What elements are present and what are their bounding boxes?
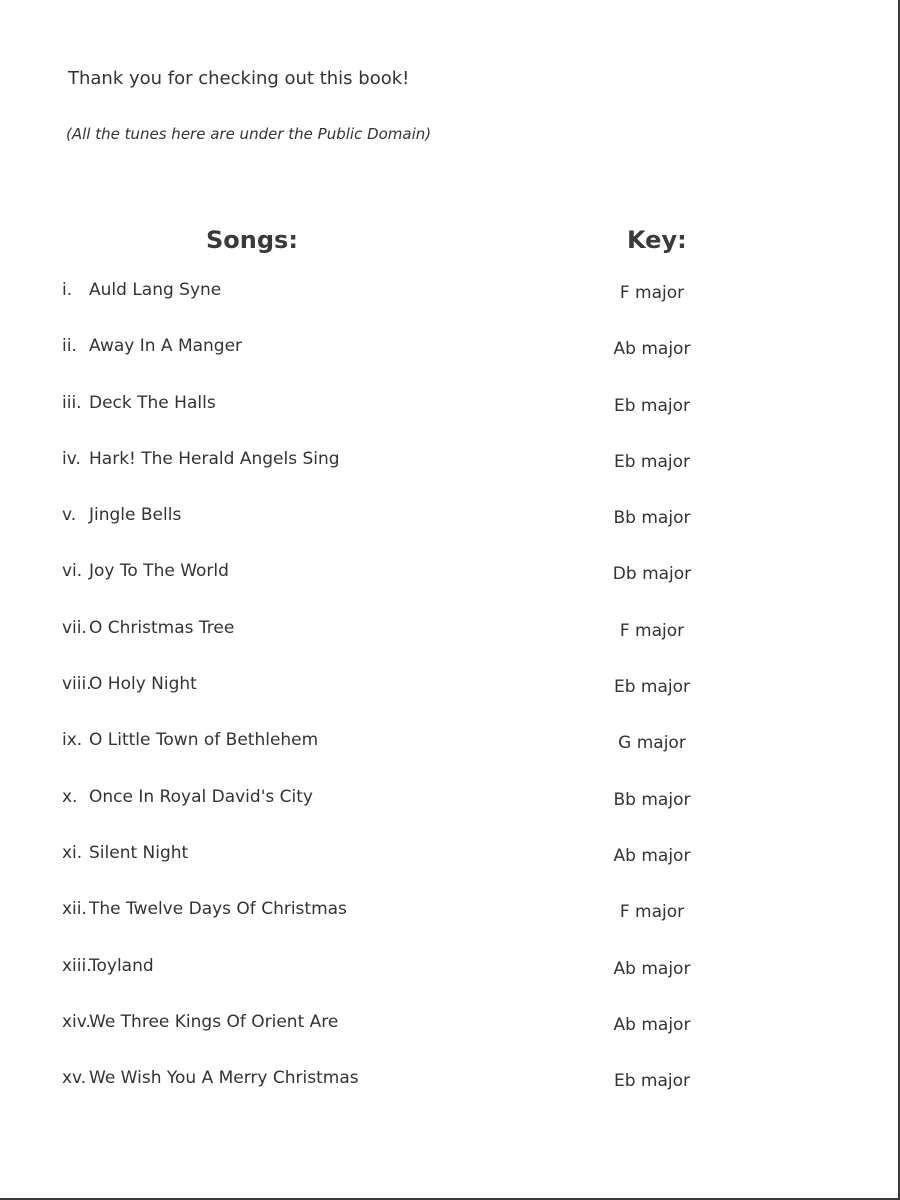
song-row xyxy=(0,503,900,559)
song-key: Db major xyxy=(612,564,692,585)
song-key: Ab major xyxy=(613,958,691,979)
song-key: Ab major xyxy=(613,845,691,866)
songs-header: Songs: xyxy=(206,226,298,254)
song-key: Eb major xyxy=(613,1071,691,1092)
song-title: Joy To The World xyxy=(89,561,229,582)
song-key: Ab major xyxy=(613,1014,691,1035)
song-title: Hark! The Herald Angels Sing xyxy=(89,448,340,469)
song-row xyxy=(0,672,900,728)
song-number: i. xyxy=(62,280,73,300)
song-key: Ab major xyxy=(613,339,691,360)
song-row xyxy=(0,616,900,672)
song-number: xiv. xyxy=(62,1011,91,1032)
song-key: F major xyxy=(619,620,685,641)
song-title: Deck The Halls xyxy=(89,392,216,413)
song-number: xi. xyxy=(62,842,83,863)
intro-text: Thank you for checking out this book! xyxy=(68,68,410,89)
song-row xyxy=(0,559,900,615)
song-number: iii. xyxy=(62,392,82,413)
song-number: v. xyxy=(62,505,77,526)
song-title: Away In A Manger xyxy=(89,336,243,357)
key-header: Key: xyxy=(627,226,687,254)
song-key: Eb major xyxy=(613,677,691,698)
song-row xyxy=(0,391,900,447)
song-key: Eb major xyxy=(613,451,691,472)
song-title: The Twelve Days Of Christmas xyxy=(89,899,347,920)
song-title: Jingle Bells xyxy=(89,505,182,526)
song-row xyxy=(0,278,900,334)
song-title: Toyland xyxy=(89,955,154,976)
song-title: We Three Kings Of Orient Are xyxy=(89,1011,339,1032)
song-title: Auld Lang Syne xyxy=(89,280,222,300)
song-key: Bb major xyxy=(613,789,691,810)
song-key: Eb major xyxy=(613,395,691,416)
song-row xyxy=(0,728,900,784)
song-number: x. xyxy=(62,786,78,807)
song-row xyxy=(0,841,900,897)
song-key: G major xyxy=(618,733,686,754)
song-title: O Christmas Tree xyxy=(89,617,235,638)
song-number: ii. xyxy=(62,336,77,357)
song-number: ix. xyxy=(62,730,83,751)
song-row xyxy=(0,897,900,953)
song-row xyxy=(0,1010,900,1066)
song-number: viii. xyxy=(62,674,92,695)
song-row xyxy=(0,954,900,1010)
song-row xyxy=(0,334,900,390)
song-title: Silent Night xyxy=(89,842,189,863)
song-key: Bb major xyxy=(613,508,691,529)
song-number: xv. xyxy=(62,1068,87,1089)
song-key: F major xyxy=(619,283,685,303)
song-title: Once In Royal David's City xyxy=(89,786,313,807)
song-title: O Little Town of Bethlehem xyxy=(89,730,319,751)
song-row xyxy=(0,785,900,841)
song-key: F major xyxy=(619,902,685,923)
song-number: xii. xyxy=(62,899,87,920)
song-number: vii. xyxy=(62,617,87,638)
song-number: iv. xyxy=(62,448,81,469)
public-domain-note: (All the tunes here are under the Public Domain) xyxy=(66,125,432,143)
song-list xyxy=(0,278,900,1122)
song-title: O Holy Night xyxy=(89,674,197,695)
song-number: xiii. xyxy=(62,955,92,976)
song-row xyxy=(0,1066,900,1122)
song-number: vi. xyxy=(62,561,83,582)
song-row xyxy=(0,447,900,503)
song-title: We Wish You A Merry Christmas xyxy=(89,1068,359,1089)
